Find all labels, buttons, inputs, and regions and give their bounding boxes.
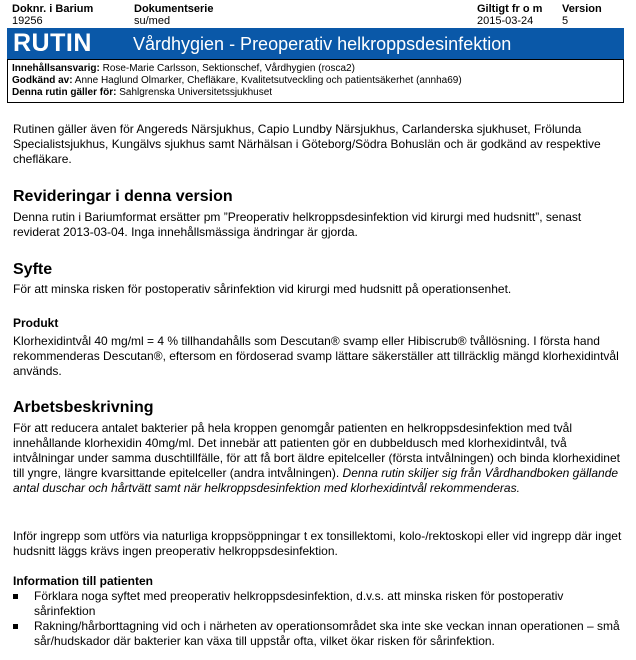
giltigt-value: 2015-03-24 xyxy=(477,15,534,27)
dokumentserie-label: Dokumentserie xyxy=(134,3,214,15)
approved-label: Godkänd av: xyxy=(12,75,73,86)
work-italic-note: Denna rutin skiljer sig från Vårdhandboken gällande antal duschar och hårtvätt samt när helkroppsdesinfektion med klorhexidintvål rekommenderas. xyxy=(13,466,619,495)
patient-info-heading: Information till patienten xyxy=(13,574,153,588)
product-heading: Produkt xyxy=(13,316,59,330)
responsibility-box xyxy=(7,59,624,103)
intro-paragraph: Rutinen gäller även för Angereds Närsjukhus, Capio Lundby Närsjukhus, Carlanderska sjukhuset, Frölunda Specialistsjukhus, Kungälvs sjukhus samt Närhälsan i Göteborg/Södra Bohuslän och är godkänd av respektive chefläkare. xyxy=(13,122,601,166)
product-paragraph: Klorhexidintvål 40 mg/ml = 4 % tillhandahålls som Descutan® svamp eller Hibiscrub® tvållösning. I första hand rekommenderas Descutan®, eftersom en fördoserad svamp lättare säkerställer att tillräcklig mängd klorhexidintvål används. xyxy=(13,334,619,378)
version-value: 5 xyxy=(562,15,569,27)
work-paragraph xyxy=(13,421,628,496)
dokumentserie-value: su/med xyxy=(134,15,171,27)
approved-line xyxy=(12,75,462,87)
natural-openings-paragraph: Inför ingrepp som utförs via naturliga kroppsöppningar t ex tonsillektomi, kolo-/rektoskopi eller vid ingrepp där inget hudsnitt läggs krävs ingen preoperativ helkroppsdesinfektion. xyxy=(13,529,622,558)
scope-value: Sahlgrenska Universitetssjukhuset xyxy=(116,87,273,98)
giltigt-label: Giltigt fr o m xyxy=(477,3,543,15)
document-banner xyxy=(7,28,624,59)
revisions-heading: Revideringar i denna version xyxy=(13,188,233,205)
owner-value: Rose-Marie Carlsson, Sektionschef, Vårdhygien (rosca2) xyxy=(99,63,355,74)
list-item-text: Rakning/hårborttagning vid och i närheten av operationsområdet ska inte ske veckan innan operationen – små sår/hudskador där bakterier kan växa till uppstår ofta, vilket ökar risken för sårinfektion. xyxy=(34,619,620,648)
purpose-heading: Syfte xyxy=(13,261,53,278)
work-text: För att reducera antalet bakterier på hela kroppen genomgår patienten en helkroppsdesinfektion med tvål innehållande klorhexidin 40mg/ml. Det innebär att patienten gör en dubbeldusch med klorhexidintvål, två intvålningar under samma duschtillfälle, för att få bort äldre epitelceller (första intvålningen) och binda klorhexidinet till yngre, längre kvarsittande epitelceller (andra intvålningen). xyxy=(13,421,620,480)
list-item-text: Förklara noga syftet med preoperativ helkroppsdesinfektion, d.v.s. att minska risken för postoperativ sårinfektion xyxy=(34,589,564,618)
bullet-square-icon xyxy=(13,624,18,629)
scope-line xyxy=(12,87,272,99)
list-item xyxy=(13,589,628,619)
doknr-value: 19256 xyxy=(12,15,43,27)
revisions-paragraph: Denna rutin i Bariumformat ersätter pm ”Preoperativ helkroppsdesinfektion vid kirurgi med hudsnitt”, senast reviderat 2013-03-04. Inga innehållsmässiga ändringar är gjorda. xyxy=(13,210,582,239)
bullet-square-icon xyxy=(13,594,18,599)
work-heading: Arbetsbeskrivning xyxy=(13,399,154,416)
doknr-label: Doknr. i Barium xyxy=(12,3,94,15)
document-type: RUTIN xyxy=(13,29,92,57)
version-label: Version xyxy=(562,3,602,15)
document-title: Vårdhygien - Preoperativ helkroppsdesinfektion xyxy=(133,34,512,54)
scope-label: Denna rutin gäller för: xyxy=(12,87,117,98)
owner-line xyxy=(12,63,355,75)
owner-label: Innehållsansvarig: xyxy=(12,63,100,74)
list-item xyxy=(13,619,628,649)
approved-value: Anne Haglund Olmarker, Chefläkare, Kvalitetsutveckling och patientsäkerhet (annha69) xyxy=(72,75,462,86)
purpose-paragraph: För att minska risken för postoperativ sårinfektion vid kirurgi med hudsnitt på operationsenhet. xyxy=(13,282,512,296)
patient-info-list xyxy=(13,589,628,649)
